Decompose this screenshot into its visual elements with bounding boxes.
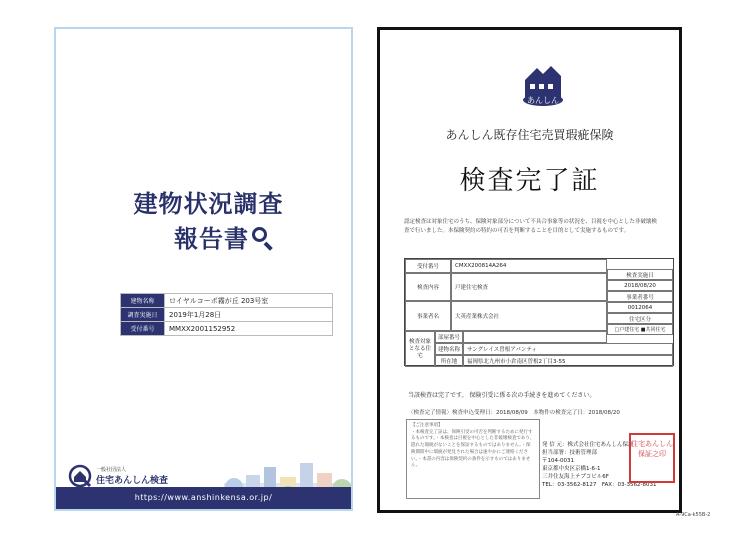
house-category-value: □戸建住宅 ■共同住宅 (607, 324, 673, 335)
company-label: 事業者名 (405, 301, 451, 331)
address-label: 所在地 (435, 355, 463, 367)
inspection-certificate (377, 27, 682, 513)
info-value: 2019年1月28日 (165, 308, 333, 322)
table-row (121, 294, 333, 308)
survey-report-cover (54, 27, 353, 511)
company-value: 大英産業株式会社 (451, 301, 607, 331)
cautions-body: ・本検査完了証は、保険引受の可否を判断するために発行するものです。・本検査は目視を中心とした非破壊検査であり、隠れた瑕疵がないことを保証するものではありません。・保険期間中に瑕疵が発見された場合は速やかにご連絡ください。・本書の内容は保険契約の条件を示すものではありません。 (411, 429, 535, 469)
report-url-footer: https://www.anshinkensa.or.jp/ (56, 487, 351, 509)
logo-org-type: 一般社団法人 (96, 467, 127, 473)
room-number-value (463, 331, 607, 343)
certificate-detail-table (404, 258, 674, 366)
reception-number-value: CMXX200814A264 (451, 259, 607, 273)
issuer-line: 三井住友海上テプコビル6F (542, 474, 609, 480)
reception-number-label: 受付番号 (405, 259, 451, 273)
issuer-line: 発 信 元：株式会社住宅あんしん保証 (542, 442, 634, 448)
certificate-subtitle: あんしん既存住宅売買瑕疵保険 (445, 128, 614, 142)
business-number-label: 事業者番号 (607, 291, 673, 302)
report-title-line1: 建物状況調査 (133, 190, 284, 218)
logo-text: あんしん (527, 96, 559, 105)
logo-org-name: 住宅あんしん検査 (96, 476, 169, 486)
report-info-table (120, 293, 333, 336)
address-value: 福岡県北九州市小倉南区曽根2丁目3-55 (463, 355, 673, 367)
completion-info: 〈検査完了情報〉検査申込受理日：2018/08/09 本物件の検査完了日：2018/08/20 (408, 410, 620, 416)
report-title-line2-text: 報告書 (174, 225, 249, 253)
business-number-value: 0012064 (607, 302, 673, 313)
table-row (121, 322, 333, 336)
inspection-date-label: 検査実施日 (607, 269, 673, 280)
house-category-label: 住宅区分 (607, 313, 673, 324)
cautions-header: 【ご注意事項】 (411, 423, 443, 428)
issuer-line: 〒104-0031 (542, 458, 574, 464)
inspection-type-label: 検査内容 (405, 273, 451, 301)
room-number-label: 部屋番号 (435, 331, 463, 343)
info-label: 調査実施日 (121, 308, 165, 322)
inspection-date-value: 2018/08/20 (607, 280, 673, 291)
issuer-line: 担当部署：技術管理部 (542, 450, 598, 456)
target-house-label: 検査対象となる住宅 (405, 331, 435, 367)
company-seal-stamp: 住宅あんしん保証之印 (629, 433, 675, 483)
report-title-line2 (56, 219, 351, 254)
house-check-icon (68, 464, 92, 488)
building-name-label: 建物名称 (435, 343, 463, 355)
info-label: 受付番号 (121, 322, 165, 336)
info-value: MMXX2001152952 (165, 322, 333, 336)
magnifier-icon (251, 227, 273, 249)
issuer-line: 東京都中央区京橋1-6-1 (542, 466, 601, 472)
issuer-line: TEL：03-3562-8127 FAX：03-3562-8031 (542, 482, 657, 488)
building-name-value: サングレイス曽根アバンティ (463, 343, 673, 355)
info-value: ロイヤルコーポ霧が丘 203号室 (165, 294, 333, 308)
inspection-type-value: 戸建住宅検査 (451, 273, 607, 301)
form-code: A-9Ca-k55B-2 (676, 512, 711, 518)
certificate-intro: 認定検査は対象住宅のうち、保険対象部分について不具合事象等の状況を、目視を中心とした非破壊検査で行いました。本保険契約の特約の可否を判断することを目的として実施するものです。 (404, 219, 657, 234)
info-label: 建物名称 (121, 294, 165, 308)
anshin-house-logo-icon (519, 62, 565, 106)
cautions-box (406, 419, 540, 499)
completion-note: 当該検査は完了です。 保険引受に係る次の手続きを進めてください。 (408, 392, 596, 399)
certificate-title: 検査完了証 (459, 166, 600, 196)
table-row (121, 308, 333, 322)
